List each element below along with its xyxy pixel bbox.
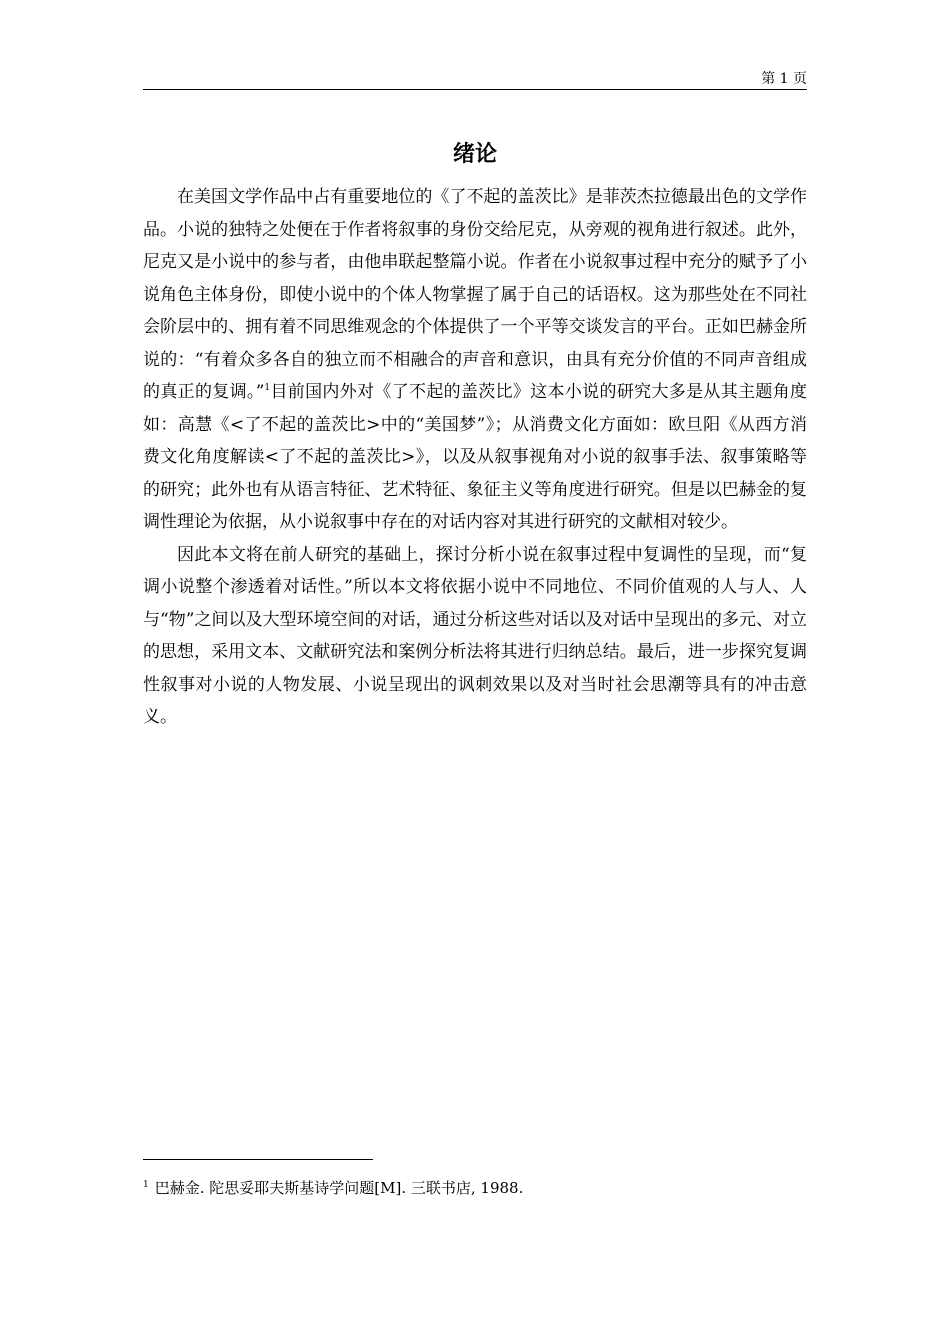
section-title: 绪论 — [452, 142, 497, 167]
body-text — [143, 181, 807, 734]
paragraph-1 — [143, 181, 807, 539]
footnote-text: 巴赫金. 陀思妥耶夫斯基诗学问题[M]. 三联书店, 1988. — [154, 1179, 524, 1197]
header-divider — [143, 89, 807, 90]
footnote — [143, 1177, 807, 1199]
footnote-number: 1 — [143, 1180, 149, 1190]
footnote-divider — [143, 1159, 373, 1160]
paragraph-2: 因此本文将在前人研究的基础上，探讨分析小说在叙事过程中复调性的呈现，而“复调小说整个渗透着对话性。”所以本文将依据小说中不同地位、不同价值观的人与人、人与“物”之间以及大型环境空间的对话，通过分析这些对话以及对话中呈现出的多元、对立的思想，采用文本、文献研究法和案例分析法将其进行归纳总结。最后，进一步探究复调性叙事对小说的人物发展、小说呈现出的讽刺效果以及对当时社会思潮等具有的冲击意义。 — [143, 544, 807, 727]
page-number-header: 第 1 页 — [761, 71, 807, 87]
paragraph-1-text-b: 目前国内外对《了不起的盖茨比》这本小说的研究大多是从其主题角度如：高慧《<了不起的盖茨比>中的“美国梦”》；从消费文化方面如：欧旦阳《从西方消费文化角度解读<了不起的盖茨比>》，以及从叙事视角对小说的叙事手法、叙事策略等的研究；此外也有从语言特征、艺术特征、象征主义等角度进行研究。但是以巴赫金的复调性理论为依据，从小说叙事中存在的对话内容对其进行研究的文献相对较少。 — [143, 382, 807, 532]
footnote-reference[interactable]: 1 — [264, 383, 271, 393]
paragraph-1-text-a: 在美国文学作品中占有重要地位的《了不起的盖茨比》是菲茨杰拉德最出色的文学作品。小说的独特之处便在于作者将叙事的身份交给尼克，从旁观的视角进行叙述。此外，尼克又是小说中的参与者，由他串联起整篇小说。作者在小说叙事过程中充分的赋予了小说角色主体身份，即使小说中的个体人物掌握了属于自己的话语权。这为那些处在不同社会阶层中的、拥有着不同思维观念的个体提供了一个平等交谈发言的平台。正如巴赫金所说的：“有着众多各自的独立而不相融合的声音和意识，由具有充分价值的不同声音组成的真正的复调。” — [143, 187, 807, 402]
